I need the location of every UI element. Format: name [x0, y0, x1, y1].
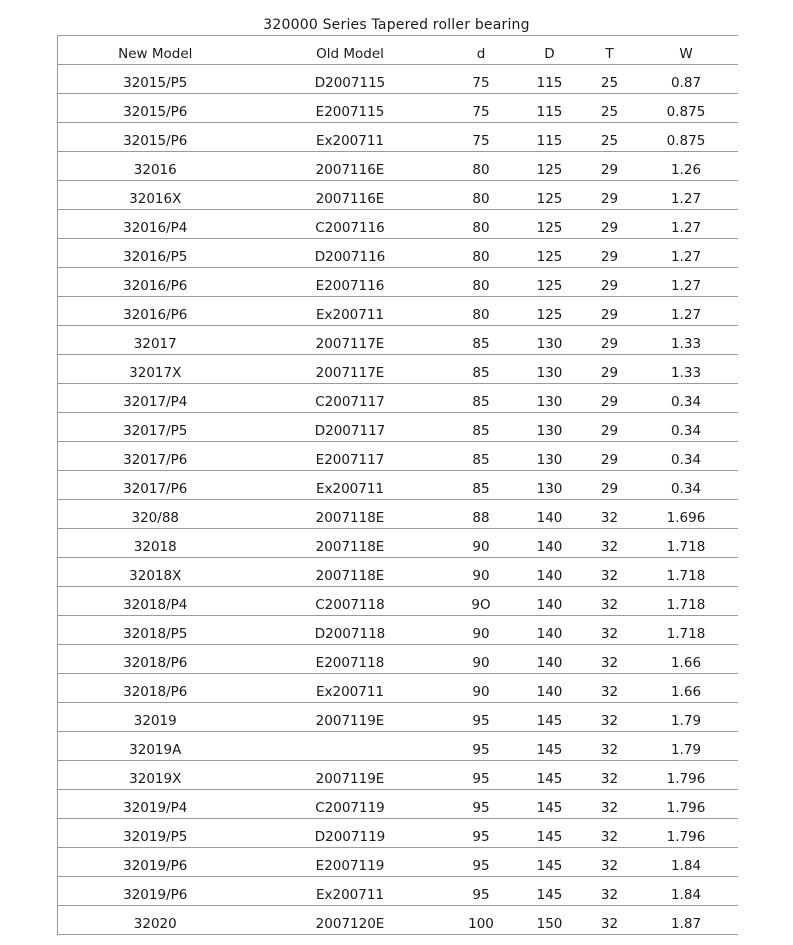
- W-cell: 1.696: [635, 500, 738, 529]
- D-cell: 140: [515, 529, 585, 558]
- W-cell: 1.796: [635, 790, 738, 819]
- header-row: [58, 36, 738, 65]
- table-row: [58, 297, 738, 326]
- new-model-cell: 32016/P6: [58, 268, 253, 297]
- d-cell: 95: [448, 790, 515, 819]
- table-row: [58, 413, 738, 442]
- D-cell: 145: [515, 877, 585, 906]
- table-row: [58, 616, 738, 645]
- D-cell: 140: [515, 587, 585, 616]
- table-body: [58, 65, 738, 935]
- table-row: [58, 210, 738, 239]
- table-row: [58, 558, 738, 587]
- D-cell: 140: [515, 645, 585, 674]
- new-model-cell: 32019/P5: [58, 819, 253, 848]
- d-cell: 80: [448, 239, 515, 268]
- new-model-cell: 32018/P6: [58, 645, 253, 674]
- d-cell: 95: [448, 848, 515, 877]
- new-model-cell: 32019A: [58, 732, 253, 761]
- T-cell: 29: [585, 297, 635, 326]
- d-cell: 85: [448, 355, 515, 384]
- old-model-cell: E2007119: [253, 848, 448, 877]
- W-cell: 1.27: [635, 268, 738, 297]
- new-model-cell: 32016X: [58, 181, 253, 210]
- old-model-cell: Ex200711: [253, 297, 448, 326]
- T-cell: 32: [585, 500, 635, 529]
- new-model-cell: 32019/P6: [58, 848, 253, 877]
- table-row: [58, 239, 738, 268]
- d-cell: 80: [448, 297, 515, 326]
- D-cell: 125: [515, 268, 585, 297]
- table-row: [58, 732, 738, 761]
- d-cell: 85: [448, 413, 515, 442]
- table-row: [58, 877, 738, 906]
- d-cell: 90: [448, 529, 515, 558]
- d-cell: 9O: [448, 587, 515, 616]
- T-cell: 29: [585, 181, 635, 210]
- new-model-cell: 32017/P5: [58, 413, 253, 442]
- d-cell: 95: [448, 703, 515, 732]
- D-cell: 125: [515, 152, 585, 181]
- D-cell: 130: [515, 471, 585, 500]
- new-model-cell: 32018/P6: [58, 674, 253, 703]
- T-cell: 32: [585, 645, 635, 674]
- d-cell: 80: [448, 181, 515, 210]
- old-model-cell: 2007116E: [253, 152, 448, 181]
- W-cell: 1.718: [635, 558, 738, 587]
- D-cell: 130: [515, 355, 585, 384]
- D-cell: 130: [515, 384, 585, 413]
- W-cell: 1.718: [635, 587, 738, 616]
- old-model-cell: C2007119: [253, 790, 448, 819]
- W-cell: 0.875: [635, 94, 738, 123]
- d-cell: 80: [448, 268, 515, 297]
- d-cell: 90: [448, 616, 515, 645]
- T-cell: 32: [585, 587, 635, 616]
- T-cell: 29: [585, 268, 635, 297]
- d-cell: 100: [448, 906, 515, 935]
- d-cell: 95: [448, 877, 515, 906]
- W-cell: 0.87: [635, 65, 738, 94]
- old-model-cell: 2007119E: [253, 703, 448, 732]
- new-model-cell: 32017X: [58, 355, 253, 384]
- D-cell: 145: [515, 732, 585, 761]
- T-cell: 32: [585, 732, 635, 761]
- old-model-cell: D2007115: [253, 65, 448, 94]
- table-row: [58, 529, 738, 558]
- table-row: [58, 384, 738, 413]
- new-model-cell: 32015/P5: [58, 65, 253, 94]
- D-cell: 145: [515, 848, 585, 877]
- old-model-cell: C2007116: [253, 210, 448, 239]
- table-row: [58, 790, 738, 819]
- D-cell: 125: [515, 210, 585, 239]
- column-header-d: d: [448, 36, 515, 65]
- table-row: [58, 181, 738, 210]
- T-cell: 32: [585, 674, 635, 703]
- W-cell: 0.34: [635, 413, 738, 442]
- T-cell: 32: [585, 790, 635, 819]
- new-model-cell: 32019: [58, 703, 253, 732]
- old-model-cell: C2007117: [253, 384, 448, 413]
- T-cell: 32: [585, 819, 635, 848]
- new-model-cell: 32017/P6: [58, 471, 253, 500]
- table-row: [58, 123, 738, 152]
- W-cell: 1.79: [635, 732, 738, 761]
- old-model-cell: Ex200711: [253, 123, 448, 152]
- new-model-cell: 320/88: [58, 500, 253, 529]
- d-cell: 80: [448, 210, 515, 239]
- d-cell: 88: [448, 500, 515, 529]
- D-cell: 125: [515, 239, 585, 268]
- T-cell: 29: [585, 152, 635, 181]
- old-model-cell: D2007119: [253, 819, 448, 848]
- D-cell: 125: [515, 181, 585, 210]
- d-cell: 90: [448, 674, 515, 703]
- D-cell: 140: [515, 500, 585, 529]
- table-row: [58, 326, 738, 355]
- W-cell: 1.27: [635, 239, 738, 268]
- T-cell: 32: [585, 761, 635, 790]
- old-model-cell: E2007115: [253, 94, 448, 123]
- W-cell: 1.27: [635, 181, 738, 210]
- bearing-table: [57, 35, 738, 935]
- W-cell: 0.34: [635, 442, 738, 471]
- old-model-cell: 2007116E: [253, 181, 448, 210]
- T-cell: 32: [585, 529, 635, 558]
- T-cell: 32: [585, 877, 635, 906]
- old-model-cell: E2007117: [253, 442, 448, 471]
- old-model-cell: 2007118E: [253, 500, 448, 529]
- column-header-D: D: [515, 36, 585, 65]
- W-cell: 1.33: [635, 355, 738, 384]
- D-cell: 130: [515, 442, 585, 471]
- table-row: [58, 152, 738, 181]
- new-model-cell: 32017/P4: [58, 384, 253, 413]
- d-cell: 75: [448, 94, 515, 123]
- W-cell: 1.27: [635, 297, 738, 326]
- d-cell: 95: [448, 732, 515, 761]
- T-cell: 25: [585, 123, 635, 152]
- D-cell: 145: [515, 819, 585, 848]
- W-cell: 1.27: [635, 210, 738, 239]
- W-cell: 0.34: [635, 384, 738, 413]
- new-model-cell: 32016/P6: [58, 297, 253, 326]
- table-row: [58, 442, 738, 471]
- D-cell: 140: [515, 558, 585, 587]
- W-cell: 1.718: [635, 616, 738, 645]
- T-cell: 29: [585, 210, 635, 239]
- D-cell: 140: [515, 674, 585, 703]
- W-cell: 1.796: [635, 761, 738, 790]
- d-cell: 80: [448, 152, 515, 181]
- D-cell: 145: [515, 761, 585, 790]
- old-model-cell: Ex200711: [253, 877, 448, 906]
- T-cell: 29: [585, 239, 635, 268]
- d-cell: 85: [448, 471, 515, 500]
- D-cell: 115: [515, 94, 585, 123]
- table-row: [58, 94, 738, 123]
- table-row: [58, 906, 738, 935]
- D-cell: 145: [515, 703, 585, 732]
- table-row: [58, 761, 738, 790]
- D-cell: 125: [515, 297, 585, 326]
- new-model-cell: 32018X: [58, 558, 253, 587]
- table-row: [58, 703, 738, 732]
- new-model-cell: 32016/P5: [58, 239, 253, 268]
- old-model-cell: 2007118E: [253, 529, 448, 558]
- old-model-cell: D2007118: [253, 616, 448, 645]
- T-cell: 25: [585, 94, 635, 123]
- old-model-cell: 2007117E: [253, 326, 448, 355]
- W-cell: 1.84: [635, 848, 738, 877]
- new-model-cell: 32019X: [58, 761, 253, 790]
- table-row: [58, 500, 738, 529]
- table-title: 320000 Series Tapered roller bearing: [263, 17, 530, 33]
- d-cell: 95: [448, 761, 515, 790]
- W-cell: 0.875: [635, 123, 738, 152]
- new-model-cell: 32015/P6: [58, 94, 253, 123]
- old-model-cell: Ex200711: [253, 674, 448, 703]
- new-model-cell: 32017: [58, 326, 253, 355]
- T-cell: 32: [585, 703, 635, 732]
- new-model-cell: 32020: [58, 906, 253, 935]
- D-cell: 145: [515, 790, 585, 819]
- D-cell: 140: [515, 616, 585, 645]
- D-cell: 115: [515, 65, 585, 94]
- W-cell: 1.66: [635, 645, 738, 674]
- d-cell: 85: [448, 384, 515, 413]
- T-cell: 25: [585, 65, 635, 94]
- W-cell: 1.26: [635, 152, 738, 181]
- D-cell: 115: [515, 123, 585, 152]
- table-row: [58, 65, 738, 94]
- T-cell: 29: [585, 413, 635, 442]
- d-cell: 95: [448, 819, 515, 848]
- column-header-new-model: New Model: [58, 36, 253, 65]
- T-cell: 29: [585, 326, 635, 355]
- table-row: [58, 645, 738, 674]
- T-cell: 32: [585, 906, 635, 935]
- column-header-W: W: [635, 36, 738, 65]
- new-model-cell: 32015/P6: [58, 123, 253, 152]
- column-header-old-model: Old Model: [253, 36, 448, 65]
- old-model-cell: D2007117: [253, 413, 448, 442]
- old-model-cell: 2007120E: [253, 906, 448, 935]
- new-model-cell: 32019/P6: [58, 877, 253, 906]
- new-model-cell: 32018/P4: [58, 587, 253, 616]
- table-row: [58, 268, 738, 297]
- W-cell: 1.796: [635, 819, 738, 848]
- W-cell: 1.87: [635, 906, 738, 935]
- new-model-cell: 32019/P4: [58, 790, 253, 819]
- old-model-cell: E2007118: [253, 645, 448, 674]
- old-model-cell: 2007119E: [253, 761, 448, 790]
- W-cell: 1.718: [635, 529, 738, 558]
- T-cell: 29: [585, 384, 635, 413]
- old-model-cell: Ex200711: [253, 471, 448, 500]
- T-cell: 32: [585, 848, 635, 877]
- D-cell: 130: [515, 413, 585, 442]
- new-model-cell: 32018/P5: [58, 616, 253, 645]
- W-cell: 1.79: [635, 703, 738, 732]
- new-model-cell: 32016: [58, 152, 253, 181]
- old-model-cell: E2007116: [253, 268, 448, 297]
- d-cell: 90: [448, 645, 515, 674]
- table-row: [58, 471, 738, 500]
- d-cell: 85: [448, 442, 515, 471]
- table-row: [58, 819, 738, 848]
- W-cell: 1.66: [635, 674, 738, 703]
- old-model-cell: D2007116: [253, 239, 448, 268]
- T-cell: 29: [585, 442, 635, 471]
- d-cell: 90: [448, 558, 515, 587]
- table-row: [58, 848, 738, 877]
- d-cell: 85: [448, 326, 515, 355]
- column-header-T: T: [585, 36, 635, 65]
- new-model-cell: 32016/P4: [58, 210, 253, 239]
- T-cell: 29: [585, 355, 635, 384]
- new-model-cell: 32017/P6: [58, 442, 253, 471]
- table-row: [58, 355, 738, 384]
- W-cell: 1.84: [635, 877, 738, 906]
- d-cell: 75: [448, 65, 515, 94]
- T-cell: 32: [585, 558, 635, 587]
- W-cell: 0.34: [635, 471, 738, 500]
- D-cell: 150: [515, 906, 585, 935]
- D-cell: 130: [515, 326, 585, 355]
- d-cell: 75: [448, 123, 515, 152]
- old-model-cell: 2007118E: [253, 558, 448, 587]
- T-cell: 29: [585, 471, 635, 500]
- T-cell: 32: [585, 616, 635, 645]
- new-model-cell: 32018: [58, 529, 253, 558]
- table-row: [58, 587, 738, 616]
- old-model-cell: C2007118: [253, 587, 448, 616]
- W-cell: 1.33: [635, 326, 738, 355]
- old-model-cell: [253, 732, 448, 761]
- table-row: [58, 674, 738, 703]
- old-model-cell: 2007117E: [253, 355, 448, 384]
